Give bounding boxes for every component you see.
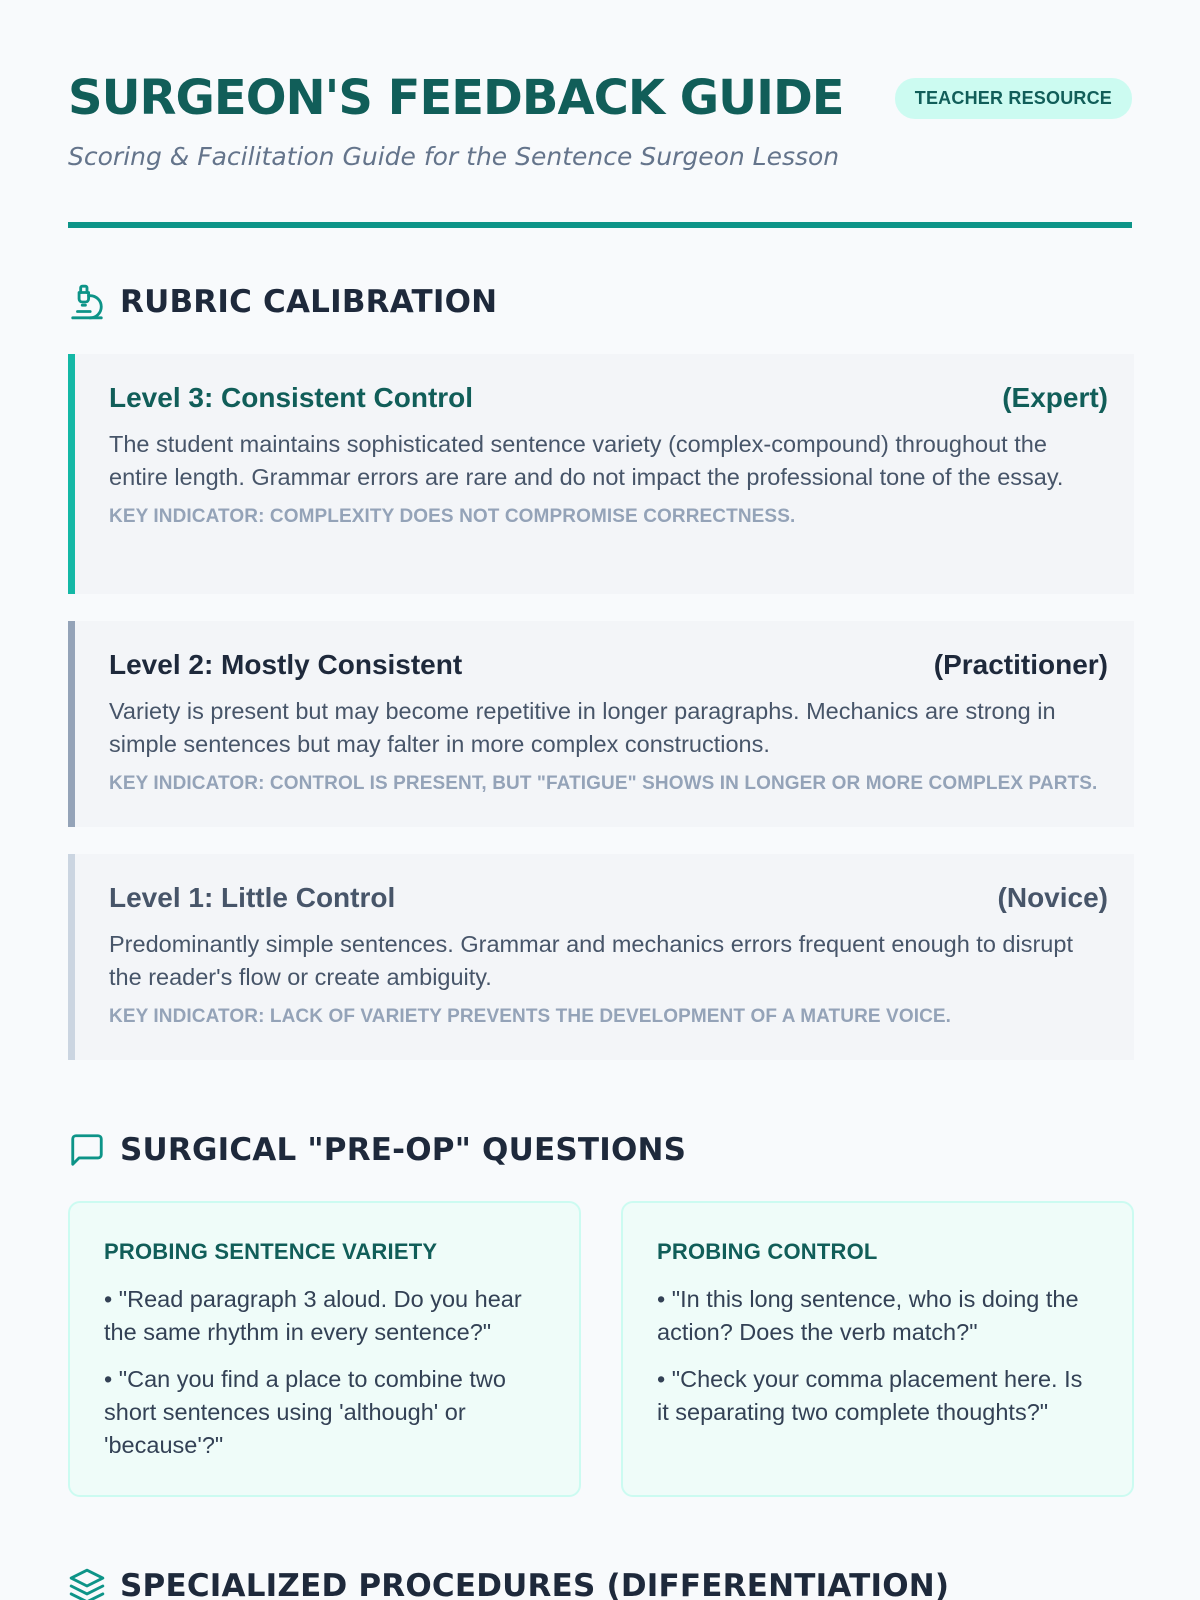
rubric-level-2 bbox=[68, 621, 1134, 827]
page-title: SURGEON'S FEEDBACK GUIDE bbox=[68, 70, 844, 126]
preop-section-title: SURGICAL "PRE-OP" QUESTIONS bbox=[120, 1132, 687, 1168]
rubric-level-1 bbox=[68, 854, 1134, 1060]
question-card-variety bbox=[68, 1201, 581, 1497]
rubric-section-heading bbox=[68, 283, 497, 321]
level-tag: (Practitioner) bbox=[933, 649, 1108, 680]
rubric-section-title: RUBRIC CALIBRATION bbox=[120, 284, 498, 320]
question-card-control bbox=[621, 1201, 1134, 1497]
question-item: • "Can you find a place to combine two short sentences using 'although' or 'because'?" bbox=[104, 1366, 506, 1458]
question-item: • "In this long sentence, who is doing the action? Does the verb match?" bbox=[657, 1286, 1079, 1345]
message-square-icon bbox=[68, 1131, 106, 1169]
level-tag: (Novice) bbox=[997, 882, 1108, 913]
question-card-title: PROBING CONTROL bbox=[657, 1239, 878, 1264]
question-item: • "Read paragraph 3 aloud. Do you hear the same rhythm in every sentence?" bbox=[104, 1286, 522, 1345]
specialized-section-title: SPECIALIZED PROCEDURES (DIFFERENTIATION) bbox=[120, 1568, 950, 1600]
header bbox=[68, 0, 1132, 228]
layers-icon bbox=[68, 1567, 106, 1600]
level-description: Variety is present but may become repetitive in longer paragraphs. Mechanics are strong in simple sentences but may falter in more complex constructions. bbox=[109, 698, 1056, 757]
page-subtitle: Scoring & Facilitation Guide for the Sentence Surgeon Lesson bbox=[68, 142, 840, 171]
level-key-indicator: KEY INDICATOR: CONTROL IS PRESENT, BUT "FATIGUE" SHOWS IN LONGER OR MORE COMPLEX PARTS. bbox=[109, 773, 1098, 794]
level-tag: (Expert) bbox=[1002, 382, 1108, 413]
level-name: Level 2: Mostly Consistent bbox=[109, 649, 463, 680]
level-description: The student maintains sophisticated sentence variety (complex-compound) throughout the entire length. Grammar errors are rare and do not impact the professional tone of the essay. bbox=[109, 431, 1064, 490]
level-key-indicator: KEY INDICATOR: COMPLEXITY DOES NOT COMPROMISE CORRECTNESS. bbox=[109, 506, 796, 527]
preop-section-heading bbox=[68, 1131, 686, 1169]
teacher-resource-badge: TEACHER RESOURCE bbox=[895, 78, 1132, 119]
level-name: Level 1: Little Control bbox=[109, 882, 396, 913]
specialized-section-heading bbox=[68, 1567, 949, 1600]
microscope-icon bbox=[68, 283, 106, 321]
question-item: • "Check your comma placement here. Is it separating two complete thoughts?" bbox=[657, 1366, 1083, 1425]
level-name: Level 3: Consistent Control bbox=[109, 382, 474, 413]
level-description: Predominantly simple sentences. Grammar and mechanics errors frequent enough to disrupt the reader's flow or create ambiguity. bbox=[109, 931, 1073, 990]
rubric-level-3 bbox=[68, 354, 1134, 594]
level-key-indicator: KEY INDICATOR: LACK OF VARIETY PREVENTS THE DEVELOPMENT OF A MATURE VOICE. bbox=[109, 1006, 952, 1027]
question-card-title: PROBING SENTENCE VARIETY bbox=[104, 1239, 438, 1264]
